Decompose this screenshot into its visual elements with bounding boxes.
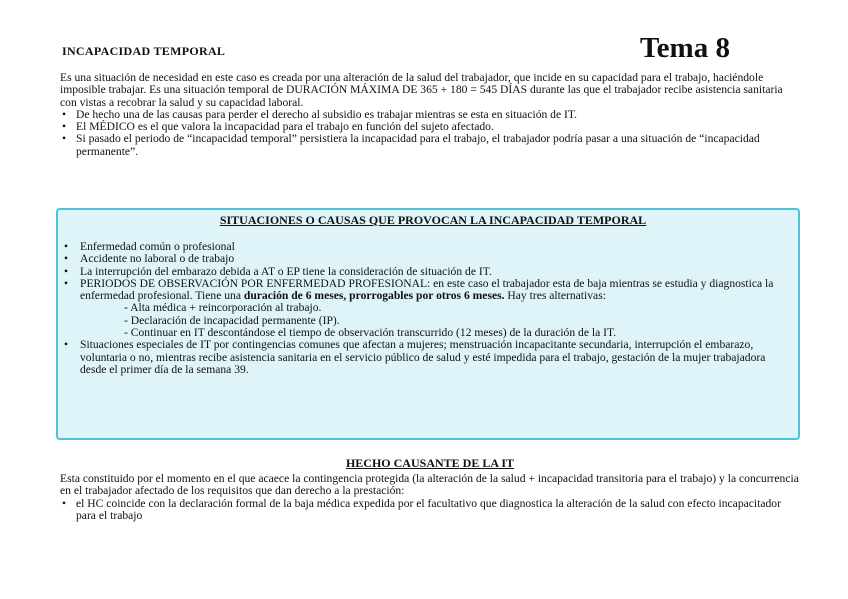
- intro-bullets: [60, 109, 800, 158]
- periodos-text: PERIODOS DE OBSERVACIÓN POR ENFERMEDAD PROFESIONAL: en este caso el trabajador esta de baja mientras se estudia y diagnostica la enfermedad profesional. Tiene una: [80, 276, 774, 303]
- hecho-section: [60, 456, 800, 522]
- especiales-list: [62, 339, 794, 376]
- hecho-paragraph: Esta constituido por el momento en el que acaece la contingencia protegida (la alteración de la salud + incapacidad transitoria para el trabajo) y la concurrencia en el trabajador afectado de los requisitos que dan derecho a la prestación:: [60, 472, 799, 498]
- situaciones-box: [56, 208, 800, 440]
- header: [60, 32, 800, 72]
- list-item: • Enfermedad común o profesional: [62, 241, 794, 253]
- alternative-item: - Declaración de incapacidad permanente (IP).: [124, 313, 340, 327]
- hecho-title: HECHO CAUSANTE DE LA IT: [345, 456, 515, 470]
- periodos-duration: duración de 6 meses, prorrogables por otros 6 meses.: [243, 289, 505, 303]
- section-label: INCAPACIDAD TEMPORAL: [62, 44, 226, 58]
- list-item: • El MÉDICO es el que valora la incapacidad para el trabajo en función del sujeto afectado.: [60, 121, 800, 133]
- list-item: • La interrupción del embarazo debida a AT o EP tiene la consideración de situación de IT.: [62, 266, 794, 278]
- periodos-item: [62, 278, 794, 303]
- hecho-bullets: [60, 498, 800, 523]
- box-title: SITUACIONES O CAUSAS QUE PROVOCAN LA INCAPACIDAD TEMPORAL: [219, 213, 647, 227]
- page-top: [60, 32, 800, 158]
- periodos-alternatives-intro: Hay tres alternativas:: [504, 289, 606, 303]
- situaciones-list: [62, 241, 794, 302]
- tema-title: Tema 8: [640, 32, 730, 64]
- list-item: • Si pasado el periodo de “incapacidad temporal” persistiera la incapacidad para el trabajo, el trabajador podría pasar a una situación de “incapacidad permanente”.: [60, 133, 800, 158]
- list-item: • De hecho una de las causas para perder el derecho al subsidio es trabajar mientras se esta en situación de IT.: [60, 109, 800, 121]
- alternative-item: - Continuar en IT descontándose el tiempo de observación transcurrido (12 meses) de la duración de la IT.: [124, 326, 617, 340]
- list-item: • el HC coincide con la declaración formal de la baja médica expedida por el facultativo que diagnostica la alteración de la salud con efecto incapacitador para el trabajo: [60, 498, 800, 523]
- alternative-item: - Alta médica + reincorporación al trabajo.: [124, 301, 322, 315]
- intro-paragraph: Es una situación de necesidad en este caso es creada por una alteración de la salud del trabajador, que incide en su capacidad para el trabajo, haciéndole imposible trabajar. Es una situación temporal de DURACIÓN MÁXIMA DE 365 + 180 = 545 DÍAS durante las que el trabajador recibe asistencia sanitaria con vistas a recobrar la salud y su capacidad laboral.: [60, 71, 783, 109]
- list-item: • Accidente no laboral o de trabajo: [62, 253, 794, 265]
- list-item: • Situaciones especiales de IT por contingencias comunes que afectan a mujeres; menstruación incapacitante secundaria, interrupción el embarazo, voluntaria o no, mientras recibe asistencia sanitaria en el servicio público de salud y esté impedida para el trabajo, gestación de la mujer trabajadora desde el primer día de la semana 39.: [62, 339, 794, 376]
